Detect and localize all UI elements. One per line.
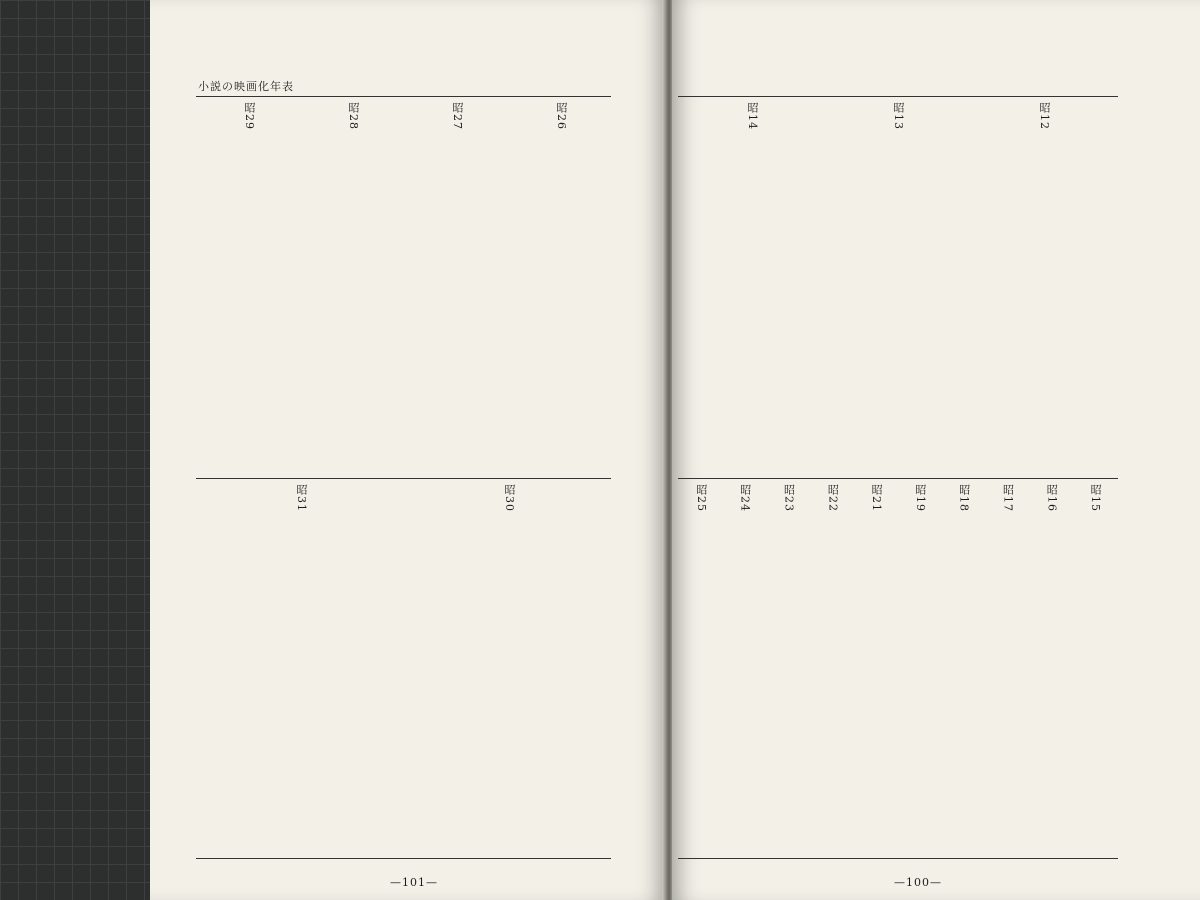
- year-heading: 昭31: [295, 484, 308, 512]
- year-column: [726, 484, 764, 852]
- year-column: [989, 484, 1027, 852]
- year-column: [857, 484, 895, 852]
- year-column: [813, 484, 851, 852]
- year-column: [1032, 484, 1070, 852]
- year-heading: 昭16: [1045, 484, 1059, 512]
- year-heading: 昭17: [1001, 484, 1015, 512]
- year-column: [408, 484, 610, 852]
- year-heading: 昭14: [746, 102, 759, 130]
- year-heading: 昭29: [243, 102, 256, 130]
- year-column: [828, 102, 968, 472]
- upper-tier: [682, 102, 1114, 472]
- year-heading: 昭18: [957, 484, 971, 512]
- year-column: [901, 484, 939, 852]
- upper-tier: [200, 102, 610, 472]
- top-rule: [196, 96, 611, 97]
- year-column: [512, 102, 610, 472]
- year-column: [200, 102, 298, 472]
- middle-rule: [196, 478, 611, 479]
- page-number: —100—: [894, 876, 942, 889]
- year-column: [682, 484, 720, 852]
- lower-tier: [682, 484, 1114, 852]
- top-rule: [678, 96, 1118, 97]
- year-column: [408, 102, 506, 472]
- year-column: [304, 102, 402, 472]
- year-column: [945, 484, 983, 852]
- year-heading: 昭25: [694, 484, 708, 512]
- bottom-rule: [196, 858, 611, 859]
- year-heading: 昭22: [826, 484, 840, 512]
- year-heading: 昭13: [892, 102, 905, 130]
- left-page: [150, 0, 665, 900]
- year-column: [682, 102, 822, 472]
- year-heading: 昭12: [1038, 102, 1051, 130]
- cutting-mat-background: [0, 0, 150, 900]
- year-heading: 昭19: [913, 484, 927, 512]
- page-number: —101—: [390, 876, 438, 889]
- right-page: [672, 0, 1200, 900]
- year-heading: 昭26: [555, 102, 568, 130]
- year-heading: 昭23: [782, 484, 796, 512]
- middle-rule: [678, 478, 1118, 479]
- year-column: [200, 484, 402, 852]
- year-heading: 昭15: [1089, 484, 1103, 512]
- running-title: 小説の映画化年表: [198, 80, 294, 93]
- year-heading: 昭24: [738, 484, 752, 512]
- year-heading: 昭30: [503, 484, 516, 512]
- year-column: [770, 484, 808, 852]
- year-heading: 昭21: [870, 484, 884, 512]
- year-column: [974, 102, 1114, 472]
- year-column: [1076, 484, 1114, 852]
- lower-tier: [200, 484, 610, 852]
- year-heading: 昭27: [451, 102, 464, 130]
- bottom-rule: [678, 858, 1118, 859]
- year-heading: 昭28: [347, 102, 360, 130]
